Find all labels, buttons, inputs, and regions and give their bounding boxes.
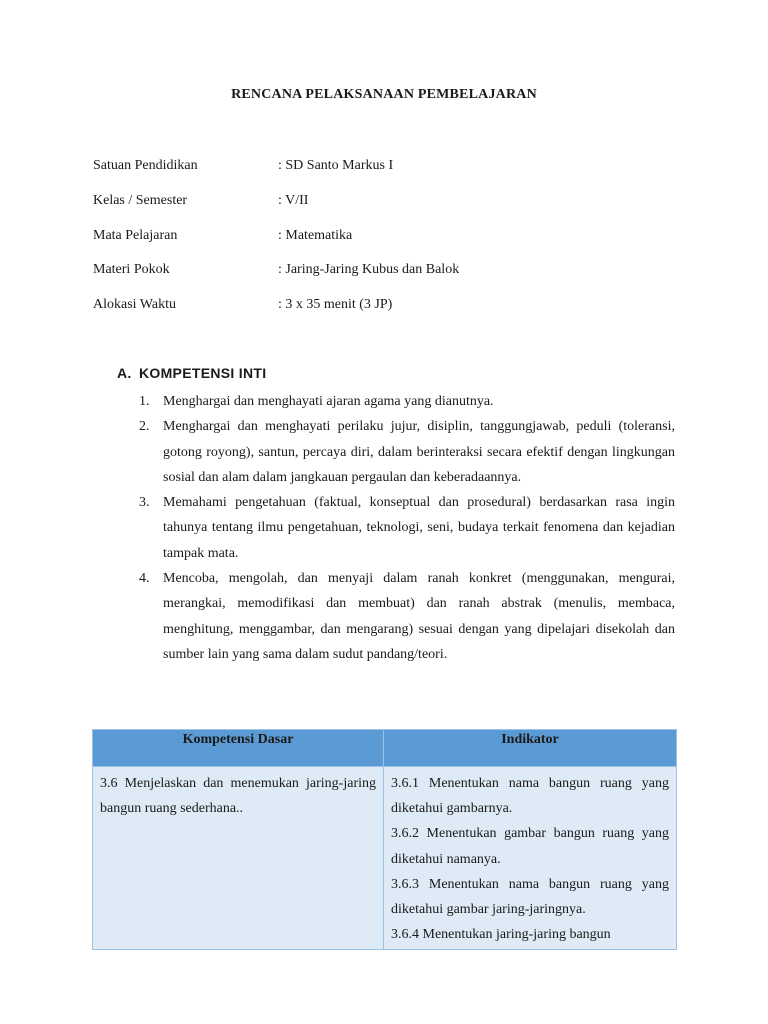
kd-cell bbox=[93, 767, 384, 950]
list-item bbox=[139, 414, 675, 490]
identity-value: : 3 x 35 menit (3 JP) bbox=[278, 297, 393, 312]
identity-value: : Matematika bbox=[278, 228, 353, 243]
indikator-item: 3.6.1 Menentukan nama bangun ruang yang diketahui gambarnya. bbox=[391, 776, 669, 817]
list-item bbox=[139, 490, 675, 566]
list-item-number: 4. bbox=[139, 571, 150, 587]
indikator-cell bbox=[384, 767, 677, 950]
identity-row-alokasi bbox=[93, 295, 693, 315]
section-heading-kompetensi-inti bbox=[117, 365, 266, 381]
list-item bbox=[139, 566, 675, 667]
kd-indikator-table bbox=[92, 729, 677, 950]
table-header-row bbox=[93, 730, 677, 767]
identity-label: Alokasi Waktu bbox=[93, 297, 176, 312]
list-item bbox=[139, 389, 675, 414]
identity-row-materi bbox=[93, 260, 693, 280]
identity-label: Materi Pokok bbox=[93, 262, 170, 277]
list-item-text: Menghargai dan menghayati ajaran agama yang dianutnya. bbox=[163, 394, 494, 409]
identity-row-satuan bbox=[93, 156, 693, 176]
list-item-text: Memahami pengetahuan (faktual, konseptual dan prosedural) berdasarkan rasa ingin tahunya tentang ilmu pengetahuan, teknologi, seni, budaya terkait fenomena dan kejadian tampak mata. bbox=[163, 495, 675, 561]
document-title: RENCANA PELAKSANAAN PEMBELAJARAN bbox=[231, 87, 537, 102]
section-letter: A. bbox=[117, 365, 132, 381]
kd-indikator-table-wrapper bbox=[92, 729, 676, 943]
list-item-number: 1. bbox=[139, 394, 150, 409]
list-item-number: 2. bbox=[139, 419, 150, 435]
identity-value: : V/II bbox=[278, 193, 309, 208]
table-header-indikator: Indikator bbox=[384, 730, 677, 767]
list-item-number: 3. bbox=[139, 495, 150, 511]
indikator-item: 3.6.2 Menentukan gambar bangun ruang yang diketahui namanya. bbox=[391, 826, 669, 867]
indikator-item: 3.6.3 Menentukan nama bangun ruang yang diketahui gambar jaring-jaringnya. bbox=[391, 876, 669, 918]
identity-row-kelas bbox=[93, 191, 693, 211]
list-item-text: Mencoba, mengolah, dan menyaji dalam ranah konkret (menggunakan, mengurai, merangkai, memodifikasi dan membuat) dan ranah abstrak (menulis, membaca, menghitung, menggambar, dan mengarang) sesuai dengan yang dipelajari disekolah dan sumber lain yang sama dalam sudut pandang/teori. bbox=[163, 571, 675, 662]
identity-label: Mata Pelajaran bbox=[93, 228, 178, 243]
table-row bbox=[93, 767, 677, 950]
kompetensi-inti-list bbox=[139, 389, 675, 667]
identity-label: Satuan Pendidikan bbox=[93, 158, 198, 173]
section-heading-text: KOMPETENSI INTI bbox=[139, 365, 267, 381]
identity-value: : Jaring-Jaring Kubus dan Balok bbox=[278, 262, 460, 277]
identity-row-mapel bbox=[93, 226, 693, 246]
list-item-text: Menghargai dan menghayati perilaku jujur, disiplin, tanggungjawab, peduli (toleransi, gotong royong), santun, percaya diri, dalam berinteraksi secara efektif dengan lingkungan sosial dan alam dalam jangkauan pergaulan dan keberadaannya. bbox=[163, 419, 675, 485]
identity-label: Kelas / Semester bbox=[93, 193, 188, 208]
identity-value: : SD Santo Markus I bbox=[278, 158, 394, 173]
table-header-kompetensi-dasar: Kompetensi Dasar bbox=[93, 730, 384, 767]
indikator-item: 3.6.4 Menentukan jaring-jaring bangun bbox=[391, 927, 611, 943]
kd-text: 3.6 Menjelaskan dan menemukan jaring-jaring bangun ruang sederhana.. bbox=[100, 776, 376, 817]
